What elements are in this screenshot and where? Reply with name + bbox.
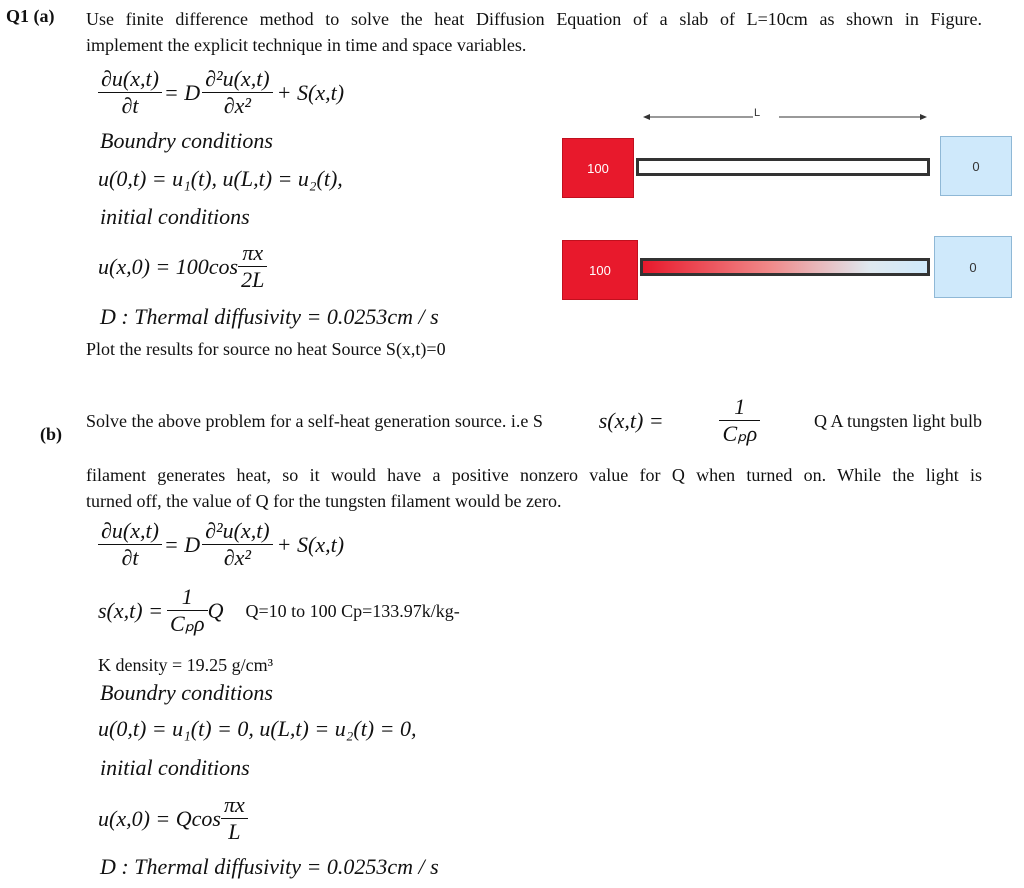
- boundary-equation-a: u(0,t) = u₁(t), u(L,t) = u₂(t),: [98, 166, 343, 191]
- intro-line-2: implement the explicit technique in time and space variables.: [86, 35, 527, 55]
- equation-rhs-denominator: ∂x²: [223, 93, 251, 118]
- initial-numerator-b: πx: [221, 792, 248, 819]
- diffusivity-a: D : Thermal diffusivity = 0.0253cm / s: [100, 304, 439, 329]
- part-b-line-3: turned off, the value of Q for the tungsten filament would be zero.: [86, 491, 562, 511]
- cold-boundary-box-2: 0: [934, 236, 1012, 298]
- diffusivity-b: D : Thermal diffusivity = 0.0253cm / s: [100, 854, 439, 879]
- part-b-line-1-tail: Q A tungsten light bulb: [813, 410, 982, 431]
- equation-b-lhs-numerator: ∂u(x,t): [98, 518, 162, 545]
- part-b-line-2: filament generates heat, so it would have a positive nonzero value for Q when turned on. While the light is: [86, 465, 982, 485]
- length-label: L: [754, 107, 761, 119]
- equation-b-rhs-denominator: ∂x²: [223, 545, 251, 570]
- boundary-equation-b: u(0,t) = u₁(t) = 0, u(L,t) = u₂(t) = 0,: [98, 716, 417, 741]
- equation-source-term: + S(x,t): [276, 79, 345, 105]
- source-lhs: s(x,t) =: [98, 597, 163, 623]
- initial-condition-b: [98, 792, 248, 845]
- equation-rhs-numerator: ∂²u(x,t): [202, 66, 273, 93]
- initial-fraction-b: [221, 792, 248, 845]
- equation-b-rhs-numerator: ∂²u(x,t): [202, 518, 273, 545]
- initial-denominator-b: L: [228, 819, 241, 844]
- part-b-inline-denominator: Cₚρ: [722, 421, 758, 446]
- intro-line-1: Use finite difference method to solve the heat Diffusion Equation of a slab of L=10cm as shown in Figure.: [86, 9, 982, 29]
- equation-b-lhs-denominator: ∂t: [121, 545, 139, 570]
- question-label-b: (b): [40, 424, 62, 444]
- initial-lhs-b: u(x,0) = Qcos: [98, 805, 221, 831]
- equation-b-source-term: + S(x,t): [276, 531, 345, 557]
- equation-lhs-denominator: ∂t: [121, 93, 139, 118]
- diffusion-equation: [98, 66, 344, 119]
- source-parameters: Q=10 to 100 Cp=133.97k/kg-: [245, 600, 460, 621]
- initial-lhs-a: u(x,0) = 100cos: [98, 253, 239, 279]
- initial-heading-b: initial conditions: [100, 755, 250, 780]
- diffusion-equation-b: [98, 518, 344, 571]
- part-b-s-expression: s(x,t) =: [598, 407, 664, 433]
- hot-boundary-box-2: 100: [562, 240, 638, 300]
- initial-fraction-a: [238, 240, 267, 293]
- equation-b-rhs-fraction: [202, 518, 273, 571]
- initial-condition-a: [98, 240, 267, 293]
- rod-gradient: [640, 258, 930, 276]
- initial-denominator-a: 2L: [241, 267, 265, 292]
- initial-heading-a: initial conditions: [100, 204, 250, 229]
- source-term-definition: [98, 584, 460, 637]
- equation-d-term: = D: [163, 79, 201, 105]
- part-b-line-1-text: Solve the above problem for a self-heat generation source. i.e S: [86, 410, 543, 431]
- equation-b-d-term: = D: [163, 531, 201, 557]
- cold-boundary-box-1: 0: [940, 136, 1012, 196]
- boundary-heading-a: Boundry conditions: [100, 128, 273, 153]
- initial-numerator-a: πx: [238, 240, 267, 267]
- density-line: K density = 19.25 g/cm³: [98, 655, 274, 675]
- source-numerator: 1: [167, 584, 208, 611]
- equation-b-lhs-fraction: [98, 518, 162, 571]
- question-label-a: Q1 (a): [6, 6, 55, 26]
- boundary-heading-b: Boundry conditions: [100, 680, 273, 705]
- equation-rhs-fraction: [202, 66, 273, 119]
- equation-lhs-numerator: ∂u(x,t): [98, 66, 162, 93]
- length-arrow-icon: [643, 112, 927, 122]
- source-denominator: Cₚρ: [169, 611, 205, 636]
- source-fraction: [167, 584, 208, 637]
- plot-note: Plot the results for source no heat Source S(x,t)=0: [86, 339, 446, 359]
- equation-lhs-fraction: [98, 66, 162, 119]
- part-b-inline-fraction: [719, 394, 760, 447]
- part-b-line-1: [86, 394, 982, 447]
- rod-initial: [636, 158, 930, 176]
- part-b-inline-numerator: 1: [719, 394, 760, 421]
- source-q: Q: [207, 597, 224, 623]
- hot-boundary-box-1: 100: [562, 138, 634, 198]
- length-dimension-line: [643, 116, 927, 118]
